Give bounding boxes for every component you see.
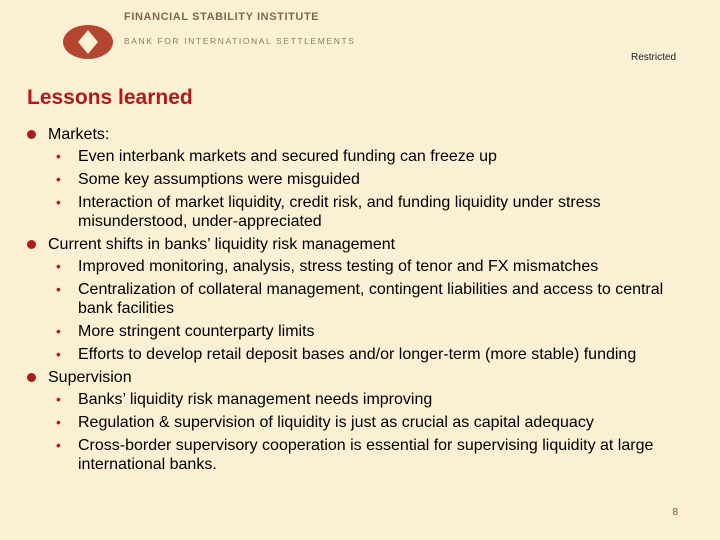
sub-bullet-icon: • bbox=[56, 323, 61, 339]
bullet-dot-icon bbox=[27, 130, 36, 139]
sub-bullet bbox=[27, 345, 687, 364]
bis-logo-icon bbox=[62, 24, 114, 60]
sub-bullet-icon: • bbox=[56, 258, 61, 274]
sub-bullet bbox=[27, 280, 687, 318]
org-name: FINANCIAL STABILITY INSTITUTE bbox=[124, 11, 320, 23]
sub-bullet-text: Centralization of collateral management, contingent liabilities and access to central bank facilities bbox=[78, 281, 664, 317]
bullet-markets bbox=[27, 125, 687, 145]
slide-title: Lessons learned bbox=[27, 86, 193, 109]
sub-bullet-icon: • bbox=[56, 414, 61, 430]
sub-bullet bbox=[27, 193, 687, 231]
sub-bullet bbox=[27, 413, 687, 432]
sub-bullet-icon: • bbox=[56, 148, 61, 164]
sub-bullet-text: Cross-border supervisory cooperation is essential for supervising liquidity at large international banks. bbox=[78, 437, 654, 473]
sub-bullet-text: Improved monitoring, analysis, stress testing of tenor and FX mismatches bbox=[78, 258, 599, 275]
sub-bullet-text: Some key assumptions were misguided bbox=[78, 171, 360, 188]
bullet-supervision bbox=[27, 368, 687, 388]
sub-bullet-icon: • bbox=[56, 171, 61, 187]
sub-bullet-icon: • bbox=[56, 391, 61, 407]
bullet-list bbox=[27, 125, 687, 478]
sub-bullet bbox=[27, 257, 687, 276]
bullet-current-shifts bbox=[27, 235, 687, 255]
sub-bullet-icon: • bbox=[56, 194, 61, 210]
sub-bullet-text: Interaction of market liquidity, credit risk, and funding liquidity under stress misunderstood, under-appreciated bbox=[78, 194, 601, 230]
sub-bullet-text: More stringent counterparty limits bbox=[78, 323, 315, 340]
sub-bullet bbox=[27, 390, 687, 409]
sub-bullet-text: Regulation & supervision of liquidity is just as crucial as capital adequacy bbox=[78, 414, 594, 431]
classification-label: Restricted bbox=[630, 52, 676, 63]
sub-bullet-text: Efforts to develop retail deposit bases and/or longer-term (more stable) funding bbox=[78, 346, 637, 363]
bullet-dot-icon bbox=[27, 240, 36, 249]
bullet-dot-icon bbox=[27, 373, 36, 382]
sub-bullet bbox=[27, 322, 687, 341]
bullet-text: Current shifts in banks’ liquidity risk management bbox=[48, 236, 396, 253]
sub-bullet-text: Banks’ liquidity risk management needs improving bbox=[78, 391, 433, 408]
bullet-text: Markets: bbox=[48, 126, 110, 143]
org-subname: BANK FOR INTERNATIONAL SETTLEMENTS bbox=[124, 36, 356, 46]
sub-bullet-icon: • bbox=[56, 346, 61, 362]
sub-bullet-text: Even interbank markets and secured funding can freeze up bbox=[78, 148, 497, 165]
sub-bullet bbox=[27, 147, 687, 166]
sub-bullet bbox=[27, 436, 687, 474]
page-number: 8 bbox=[672, 507, 678, 518]
sub-bullet-icon: • bbox=[56, 281, 61, 297]
sub-bullet-icon: • bbox=[56, 437, 61, 453]
bullet-text: Supervision bbox=[48, 369, 132, 386]
sub-bullet bbox=[27, 170, 687, 189]
